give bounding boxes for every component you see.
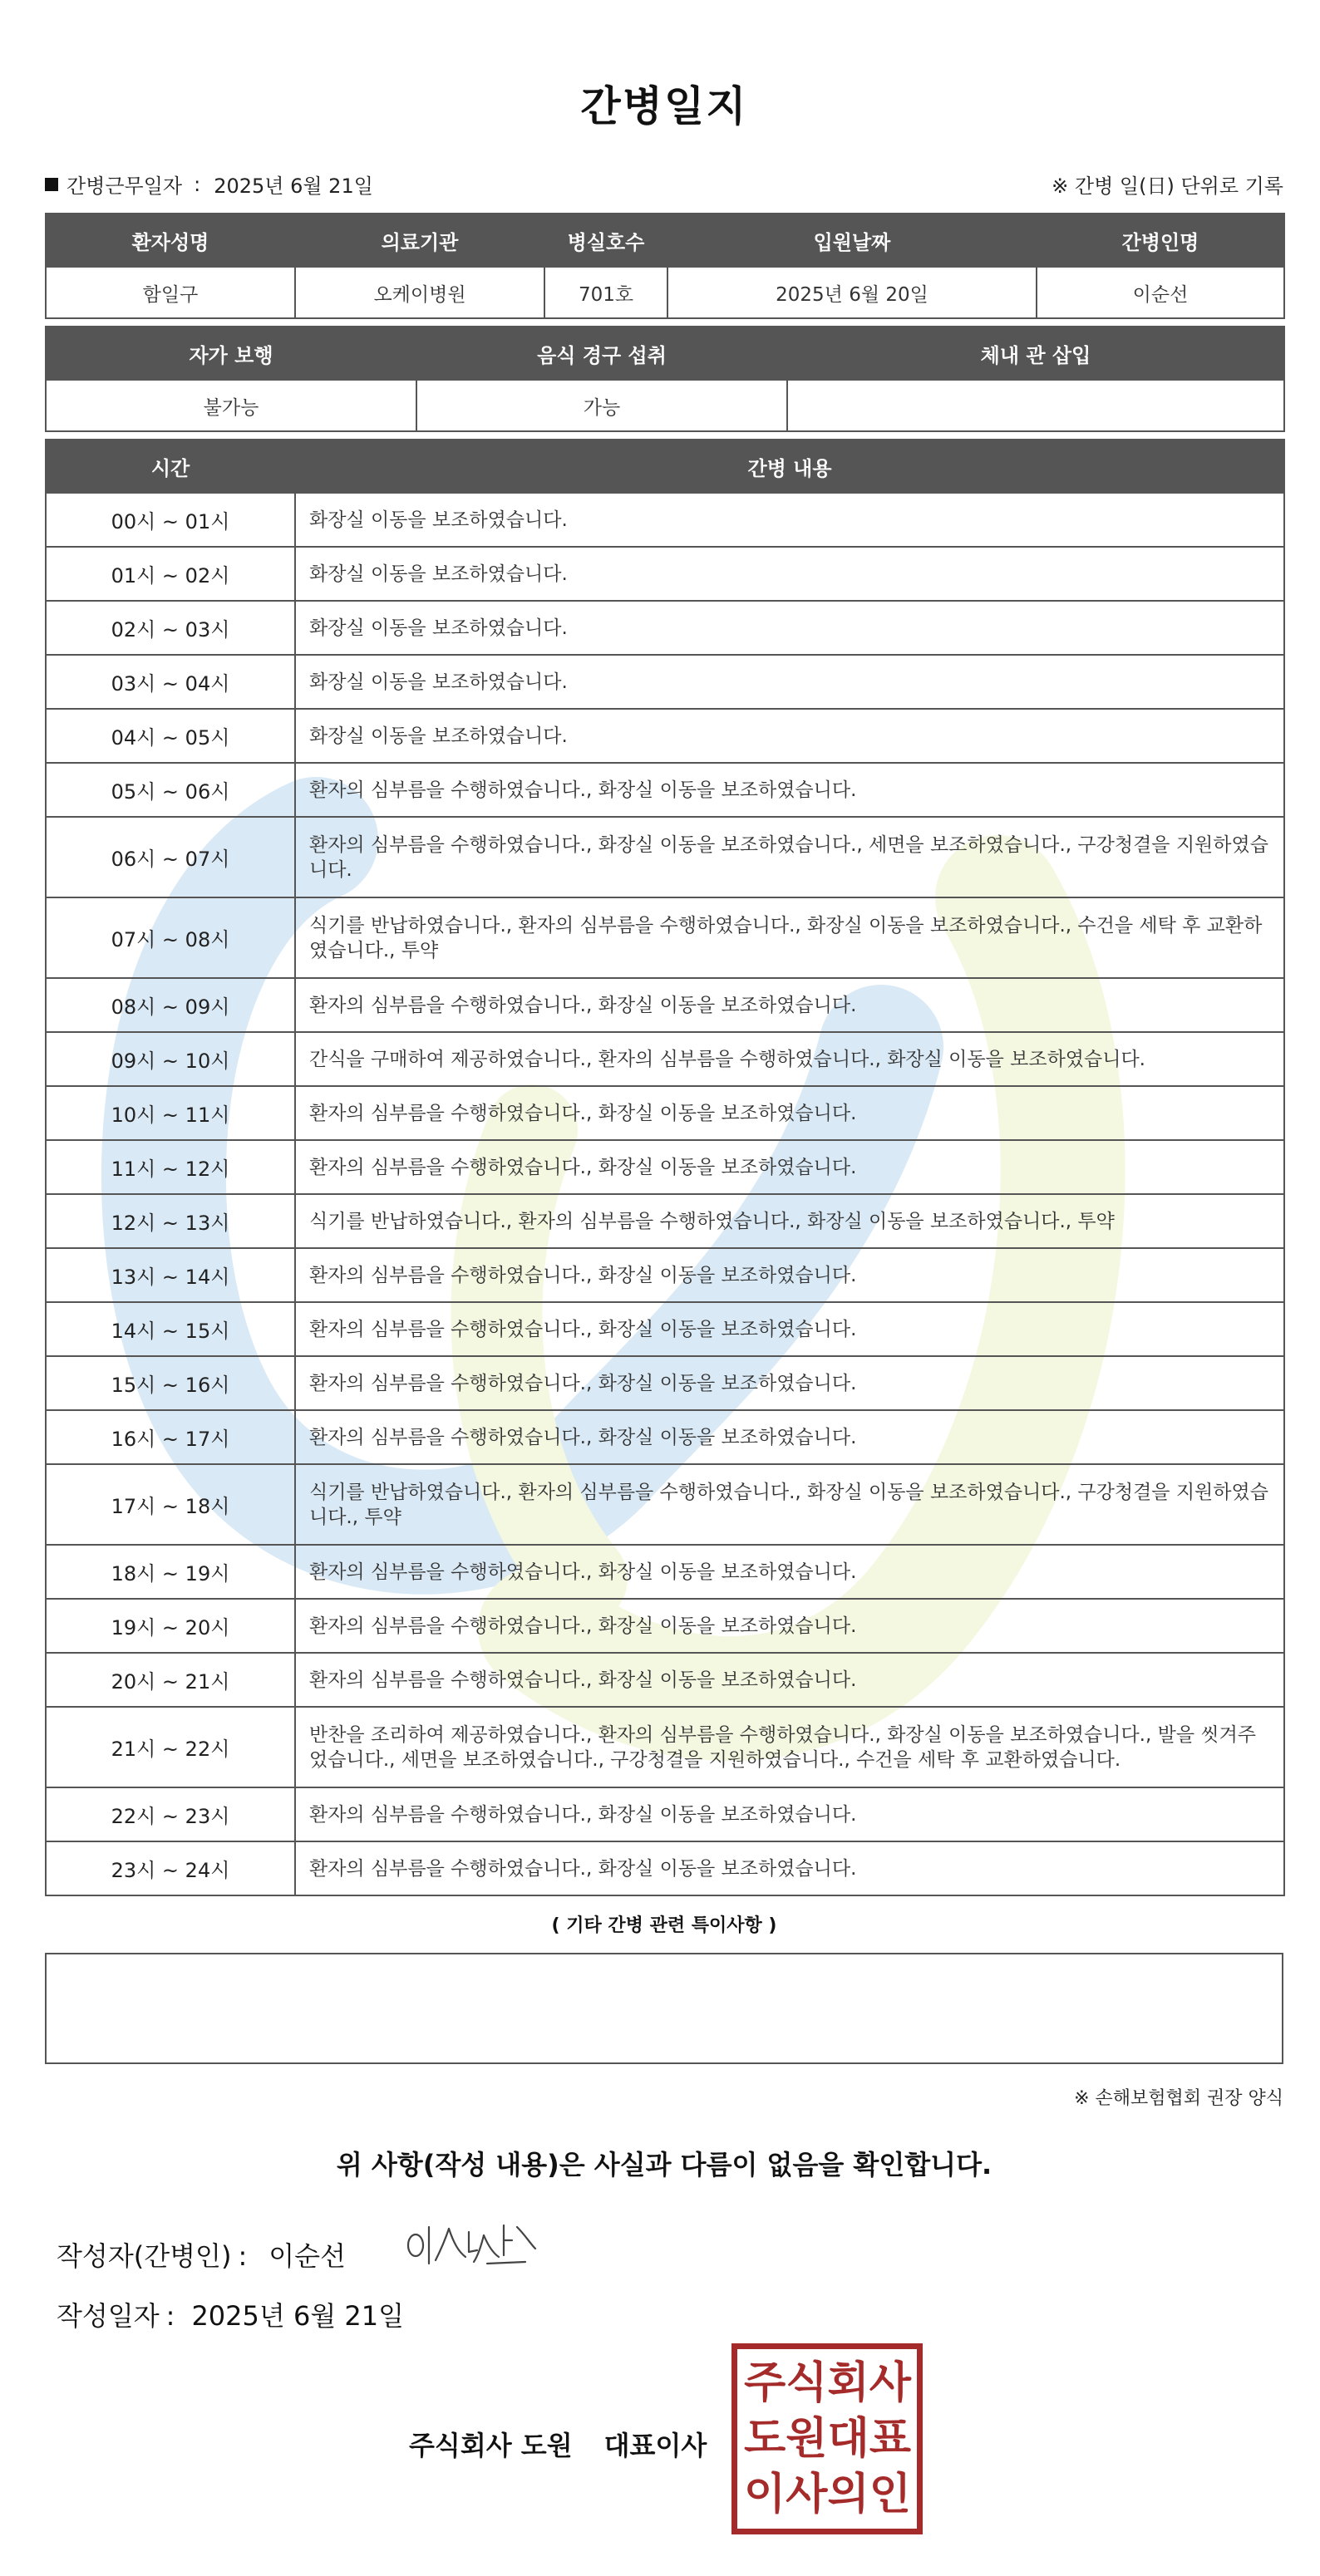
seal-char: 사	[786, 2469, 828, 2519]
log-content: 환자의 심부름을 수행하였습니다., 화장실 이동을 보조하였습니다.	[295, 978, 1284, 1032]
log-time: 01시 ~ 02시	[46, 547, 295, 601]
log-content: 식기를 반납하였습니다., 환자의 심부름을 수행하였습니다., 화장실 이동을 보조하였습니다., 구강청결을 지원하였습니다., 투약	[295, 1464, 1284, 1545]
log-content: 식기를 반납하였습니다., 환자의 심부름을 수행하였습니다., 화장실 이동을 보조하였습니다., 수건을 세탁 후 교환하였습니다., 투약	[295, 897, 1284, 978]
log-content: 환자의 심부름을 수행하였습니다., 화장실 이동을 보조하였습니다.	[295, 1086, 1284, 1140]
log-content: 환자의 심부름을 수행하였습니다., 화장실 이동을 보조하였습니다.	[295, 1356, 1284, 1410]
log-content: 환자의 심부름을 수행하였습니다., 화장실 이동을 보조하였습니다.	[295, 1302, 1284, 1356]
status-table-header	[46, 327, 1284, 380]
log-time: 17시 ~ 18시	[46, 1464, 295, 1545]
log-time: 11시 ~ 12시	[46, 1140, 295, 1194]
log-time: 07시 ~ 08시	[46, 897, 295, 978]
log-time: 16시 ~ 17시	[46, 1410, 295, 1464]
log-row	[46, 1140, 1284, 1194]
written-date-label: 작성일자	[57, 2300, 160, 2332]
writer-line	[57, 2235, 346, 2274]
log-content: 환자의 심부름을 수행하였습니다., 화장실 이동을 보조하였습니다.	[295, 1787, 1284, 1841]
log-content: 환자의 심부름을 수행하였습니다., 화장실 이동을 보조하였습니다.	[295, 1545, 1284, 1599]
confirmation-statement: 위 사항(작성 내용)은 사실과 다름이 없음을 확인합니다.	[336, 2149, 992, 2180]
log-time: 22시 ~ 23시	[46, 1787, 295, 1841]
header-hospital: 의료기관	[295, 214, 544, 267]
log-row	[46, 1356, 1284, 1410]
company-signature-line	[409, 2425, 707, 2463]
seal-char: 대	[827, 2413, 869, 2464]
log-row	[46, 493, 1284, 547]
patient-table-header	[46, 214, 1284, 267]
log-table-header	[46, 440, 1284, 493]
work-date-label: 간병근무일자	[66, 175, 183, 198]
log-content: 화장실 이동을 보조하였습니다.	[295, 547, 1284, 601]
caregiver-name: 이순선	[1037, 267, 1284, 318]
log-content: 환자의 심부름을 수행하였습니다., 화장실 이동을 보조하였습니다.	[295, 1599, 1284, 1653]
log-time: 21시 ~ 22시	[46, 1707, 295, 1787]
seal-char: 원	[786, 2413, 828, 2464]
log-row	[46, 1194, 1284, 1248]
handwritten-signature-icon	[401, 2210, 542, 2277]
work-date-colon: :	[194, 172, 201, 196]
seal-char: 인	[869, 2469, 911, 2519]
seal-char: 의	[827, 2469, 869, 2519]
log-row	[46, 763, 1284, 817]
meta-row	[45, 170, 1283, 199]
form-source-note: ※ 손해보험협회 권장 양식	[1074, 2088, 1283, 2109]
log-content: 반찬을 조리하여 제공하였습니다., 환자의 심부름을 수행하였습니다., 화장실 이동을 보조하였습니다., 발을 씻겨주었습니다., 세면을 보조하였습니다., 구강청결을 지원하였습니다., 수건을 세탁 후 교환하였습니다.	[295, 1707, 1284, 1787]
log-time: 10시 ~ 11시	[46, 1086, 295, 1140]
tube-insertion-value	[787, 380, 1284, 431]
company-seal-icon	[731, 2343, 923, 2534]
log-row	[46, 1302, 1284, 1356]
log-row	[46, 1653, 1284, 1707]
header-self-walking: 자가 보행	[46, 327, 416, 380]
work-date-line	[45, 170, 373, 199]
log-time: 06시 ~ 07시	[46, 817, 295, 897]
log-content: 화장실 이동을 보조하였습니다.	[295, 655, 1284, 709]
seal-char: 이	[744, 2469, 786, 2519]
special-notes-box	[45, 1953, 1283, 2064]
seal-char: 도	[744, 2413, 786, 2464]
seal-char: 표	[869, 2413, 911, 2464]
log-content: 간식을 구매하여 제공하였습니다., 환자의 심부름을 수행하였습니다., 화장실 이동을 보조하였습니다.	[295, 1032, 1284, 1086]
log-time: 13시 ~ 14시	[46, 1248, 295, 1302]
log-row	[46, 655, 1284, 709]
log-time: 20시 ~ 21시	[46, 1653, 295, 1707]
seal-char: 주	[744, 2358, 786, 2409]
log-time: 09시 ~ 10시	[46, 1032, 295, 1086]
log-row	[46, 1545, 1284, 1599]
special-notes-label: ( 기타 간병 관련 특이사항 )	[551, 1915, 777, 1936]
log-content: 환자의 심부름을 수행하였습니다., 화장실 이동을 보조하였습니다.	[295, 1140, 1284, 1194]
header-time: 시간	[46, 440, 295, 493]
log-row	[46, 1599, 1284, 1653]
log-row	[46, 1707, 1284, 1787]
log-row	[46, 601, 1284, 655]
log-time: 18시 ~ 19시	[46, 1545, 295, 1599]
log-time: 19시 ~ 20시	[46, 1599, 295, 1653]
log-row	[46, 1032, 1284, 1086]
header-caregiver-name: 간병인명	[1037, 214, 1284, 267]
writer-name: 이순선	[268, 2240, 346, 2272]
record-unit-note: ※ 간병 일(日) 단위로 기록	[1052, 175, 1283, 198]
log-row	[46, 709, 1284, 763]
log-content: 환자의 심부름을 수행하였습니다., 화장실 이동을 보조하였습니다.	[295, 1841, 1284, 1895]
seal-char: 회	[827, 2358, 869, 2409]
log-content: 화장실 이동을 보조하였습니다.	[295, 493, 1284, 547]
log-row	[46, 1841, 1284, 1895]
log-row	[46, 978, 1284, 1032]
log-row	[46, 1464, 1284, 1545]
log-row	[46, 897, 1284, 978]
seal-char: 식	[786, 2358, 828, 2409]
writer-colon: :	[238, 2240, 248, 2272]
seal-char: 사	[869, 2358, 911, 2409]
writer-label: 작성자(간병인)	[57, 2240, 232, 2272]
page-title: 간병일지	[580, 82, 748, 130]
log-time: 02시 ~ 03시	[46, 601, 295, 655]
log-content: 환자의 심부름을 수행하였습니다., 화장실 이동을 보조하였습니다., 세면을 보조하였습니다., 구강청결을 지원하였습니다.	[295, 817, 1284, 897]
log-row	[46, 1248, 1284, 1302]
patient-status-table	[45, 326, 1285, 432]
log-row	[46, 1410, 1284, 1464]
patient-name: 함일구	[46, 267, 295, 318]
log-time: 12시 ~ 13시	[46, 1194, 295, 1248]
log-content: 환자의 심부름을 수행하였습니다., 화장실 이동을 보조하였습니다.	[295, 1248, 1284, 1302]
header-patient-name: 환자성명	[46, 214, 295, 267]
written-date-colon: :	[165, 2300, 175, 2332]
room-number: 701호	[544, 267, 667, 318]
header-admission-date: 입원날짜	[667, 214, 1037, 267]
log-row	[46, 817, 1284, 897]
work-date-value: 2025년 6월 21일	[214, 175, 373, 198]
header-oral-intake: 음식 경구 섭취	[416, 327, 787, 380]
log-time: 04시 ~ 05시	[46, 709, 295, 763]
log-time: 14시 ~ 15시	[46, 1302, 295, 1356]
log-time: 05시 ~ 06시	[46, 763, 295, 817]
oral-intake-value: 가능	[416, 380, 787, 431]
admission-date: 2025년 6월 20일	[667, 267, 1037, 318]
square-bullet-icon	[45, 178, 58, 191]
written-date-line	[57, 2295, 404, 2333]
log-time: 00시 ~ 01시	[46, 493, 295, 547]
log-time: 08시 ~ 09시	[46, 978, 295, 1032]
patient-table-row	[46, 267, 1284, 318]
header-care-content: 간병 내용	[295, 440, 1284, 493]
log-time: 03시 ~ 04시	[46, 655, 295, 709]
log-row	[46, 1086, 1284, 1140]
status-table-row	[46, 380, 1284, 431]
log-content: 식기를 반납하였습니다., 환자의 심부름을 수행하였습니다., 화장실 이동을 보조하였습니다., 투약	[295, 1194, 1284, 1248]
company-name: 주식회사 도원	[409, 2430, 573, 2461]
log-content: 화장실 이동을 보조하였습니다.	[295, 601, 1284, 655]
self-walking-value: 불가능	[46, 380, 416, 431]
header-tube-insertion: 체내 관 삽입	[787, 327, 1284, 380]
log-content: 환자의 심부름을 수행하였습니다., 화장실 이동을 보조하였습니다.	[295, 763, 1284, 817]
log-row	[46, 1787, 1284, 1841]
log-row	[46, 547, 1284, 601]
written-date-value: 2025년 6월 21일	[191, 2300, 405, 2332]
hospital-name: 오케이병원	[295, 267, 544, 318]
log-time: 23시 ~ 24시	[46, 1841, 295, 1895]
representative-title: 대표이사	[603, 2430, 707, 2461]
patient-info-table	[45, 213, 1285, 319]
log-content: 환자의 심부름을 수행하였습니다., 화장실 이동을 보조하였습니다.	[295, 1410, 1284, 1464]
header-room-number: 병실호수	[544, 214, 667, 267]
care-log-table	[45, 439, 1285, 1896]
log-time: 15시 ~ 16시	[46, 1356, 295, 1410]
log-content: 환자의 심부름을 수행하였습니다., 화장실 이동을 보조하였습니다.	[295, 1653, 1284, 1707]
log-content: 화장실 이동을 보조하였습니다.	[295, 709, 1284, 763]
